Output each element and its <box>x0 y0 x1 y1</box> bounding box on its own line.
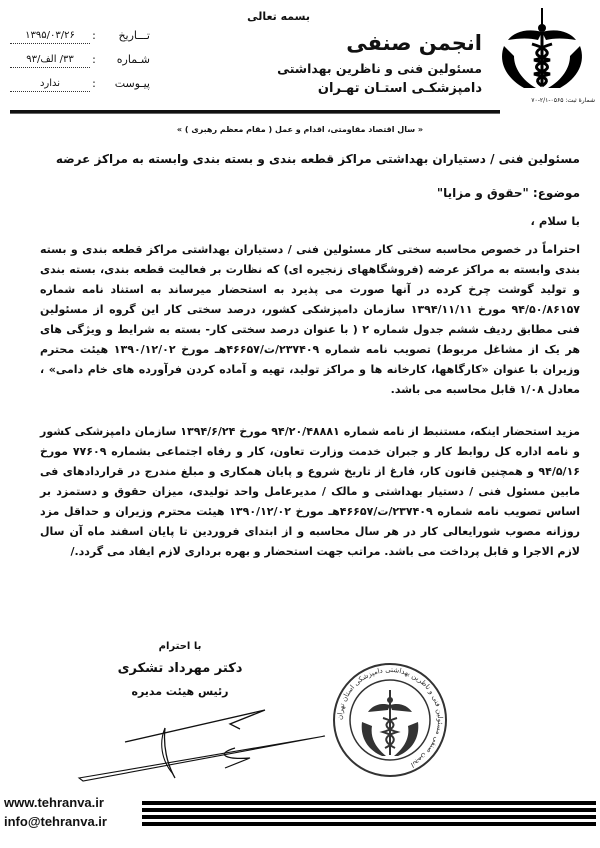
subject-line: موضوع: "حقوق و مزایا" <box>436 186 580 200</box>
greeting: با سلام ، <box>530 214 580 228</box>
attachment-value: ندارد <box>10 77 90 92</box>
body-paragraph-1: احتراماً در خصوص محاسبه سختی کار مسئولین فنی / دستیاران بهداشتی مراکز قطعه بندی و بسته بندی وابسته به مراکز عرضه (فروشگاههای زنجیره ای) که نظارت بر فعالیت قطعه بندی، بسته بندی و تولید گوشت چرخ کرده در آنها صورت می پذیرد به استحضار میرساند به استناد نامه شماره ۹۴/۵۰/۸۶۱۵۷ مورخ ۱۳۹۴/۱۱/۱۱ سازمان دامپزشکی کشور، درصد سختی کار این گروه از مسئولین فنی مطابق ردیف ششم جدول شماره ۲ ( با عنوان درصد سختی کار- بسته به شرایط و ویژگی های هر یک از مشاغل مربوط) تصویب نامه شماره ۲۳۷۴۰۹/ت/۴۶۶۵۷هـ مورخ ۱۳۹۰/۱۲/۰۲ هیئت محترم وزیران با عنوان «کارگاهها، کارخانه ها و مراکز تولید، تهیه و آماده کردن فرآورده های خام دامی» ، معادل ۱/۰۸ قابل محاسبه می باشد. <box>40 243 581 396</box>
footer-line <box>142 815 596 819</box>
year-motto: « سال اقتصاد مقاومتی، اقدام و عمل ( مقام معظم رهبری ) » <box>176 125 424 134</box>
number-label: شـماره <box>116 53 150 66</box>
footer-line <box>142 801 596 805</box>
number-value: ۳۳/ الف/۹۳ <box>10 53 90 68</box>
footer-decorative-lines <box>142 801 596 831</box>
attachment-colon: : <box>92 77 96 90</box>
date-colon: : <box>92 29 96 42</box>
date-value: ۱۳۹۵/۰۳/۲۶ <box>10 29 90 44</box>
body-paragraph-2: مزید استحضار اینکه، مستنبط از نامه شماره ۹۴/۲۰/۴۸۸۸۱ مورخ ۱۳۹۴/۶/۲۴ سازمان دامپزشکی کشور و نامه اداره کل روابط کار و جبران خدمت وزارت تعاون، کار و رفاه اجتماعی بشماره ۷۷۶۰۹ مورخ ۹۴/۵/۱۶ و همچنین قانون کار، فارغ از تاریخ شروع و پایان همکاری و مبلغ مندرج در قراردادهای فی مابین مسئول فنی / دستیار بهداشتی و مالک / مدیرعامل واحد تولیدی، میزان حقوق و دستمزد بر اساس تصویب نامه شماره ۲۳۷۴۰۹/ت/۴۶۶۵۷هـ مورخ ۱۳۹۰/۱۲/۰۲ هیئت محترم وزیران و حداقل مزد روزانه مصوب شورایعالی کار در هر سال محاسبه و از ابتدای فروردین تا پایان اسفند ماه آن سال لازم الاجرا و قابل پرداخت می باشد. مراتب جهت استحضار و بهره برداری لازم ایفاد می گردد./ <box>40 425 581 558</box>
footer-email-link[interactable]: info@tehranva.ir <box>4 814 107 829</box>
official-stamp-icon <box>330 660 450 780</box>
attachment-field <box>10 76 150 92</box>
header-divider <box>10 110 500 114</box>
organization-subtitle-2: دامپزشکـی استـان تهـران <box>317 81 482 96</box>
stamp-text: انجمن صنفی مسئولین فنی و ناظرین بهداشتی دامپزشکی استان تهران <box>335 665 445 769</box>
footer-line <box>142 808 596 812</box>
signer-title: رئیس هیئت مدیره <box>131 685 229 698</box>
bismillah-heading: بسمه تعالی <box>247 10 310 23</box>
attachment-label: پیـوست <box>114 77 150 90</box>
recipient-line: مسئولین فنی / دستیاران بهداشتی مراکز قطعه بندی و بسته بندی وابسته به مراکز عرضه <box>55 152 580 166</box>
signer-name: دکتر مهرداد تشکری <box>117 661 243 676</box>
date-label: تـــاریخ <box>118 29 150 42</box>
caduceus-hands-logo-icon <box>492 6 592 90</box>
number-field <box>10 52 150 68</box>
registration-number: شمارهٔ ثبت: ۰۵۶۵-۲/۱-۷۰ <box>531 97 595 104</box>
number-colon: : <box>92 53 96 66</box>
date-field <box>10 28 150 44</box>
closing-regards: با احترام <box>158 641 202 652</box>
handwritten-signature-icon <box>75 702 335 782</box>
organization-title: انجمن صنفی <box>346 31 482 55</box>
footer-website-link[interactable]: www.tehranva.ir <box>4 795 104 810</box>
footer-line <box>142 822 596 826</box>
organization-subtitle-1: مسئولین فنی و ناظرین بهداشتی <box>277 61 482 76</box>
